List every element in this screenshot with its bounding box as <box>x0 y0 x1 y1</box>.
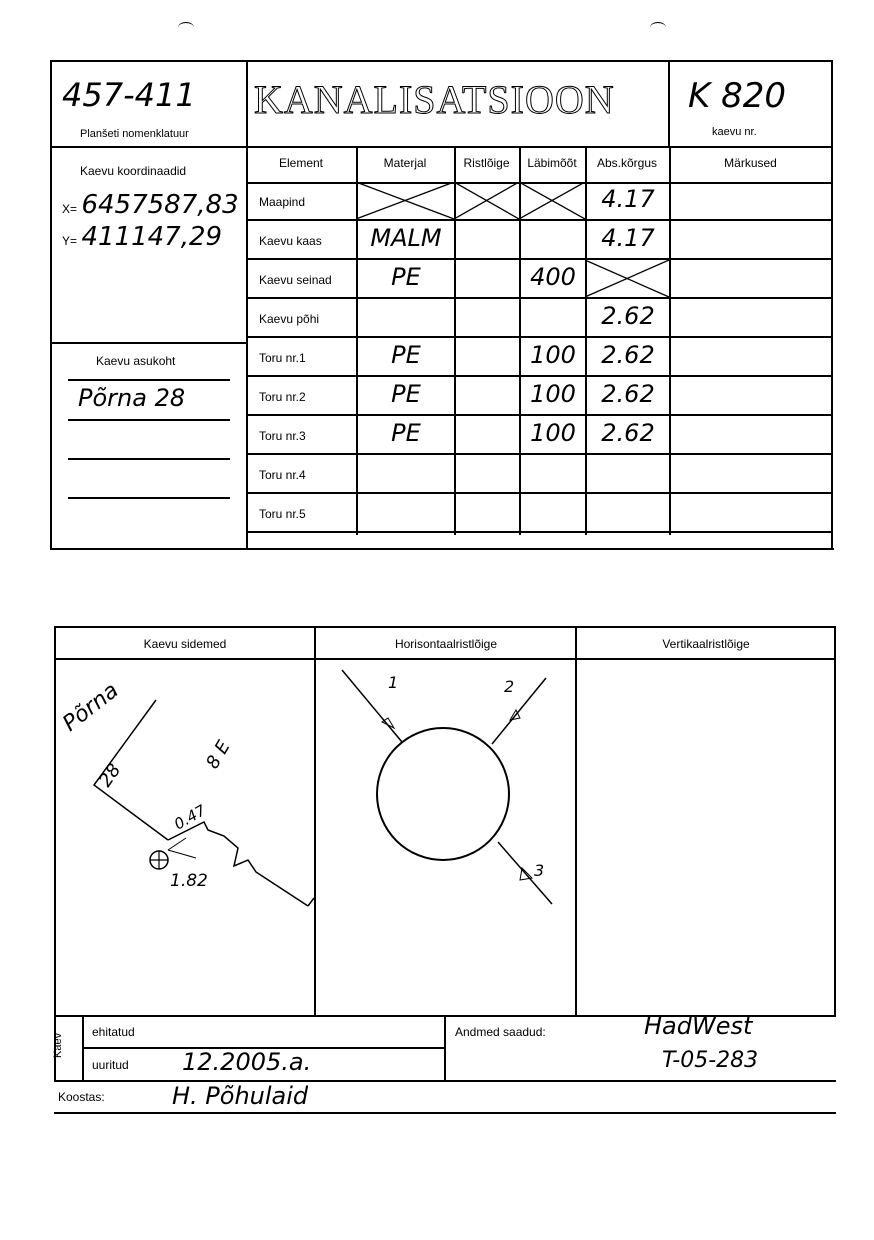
footer-side-label: Kaev <box>52 1032 64 1058</box>
table-cell-height: 4.17 <box>601 224 655 252</box>
coords-label: Kaevu koordinaadid <box>80 164 187 178</box>
na-cross-mark <box>356 182 454 219</box>
page-title: KANALISATSIOON <box>254 77 615 122</box>
ties-distance-1: 0.47 <box>171 801 209 834</box>
well-number-label: kaevu nr. <box>712 126 757 138</box>
table-cell-height: 2.62 <box>601 341 655 369</box>
table-row-label: Kaevu kaas <box>259 234 322 248</box>
na-cross-mark <box>454 182 519 219</box>
coord-x <box>62 190 239 220</box>
well-number: K 820 <box>688 76 786 116</box>
ties-street: Põrna <box>58 678 124 737</box>
data-source-value-1: HadWest <box>644 1012 753 1040</box>
table-header-5: Märkused <box>724 156 777 170</box>
horizontal-section-label: Horisontaalristlõige <box>394 637 498 651</box>
table-cell-height: 2.62 <box>601 302 655 330</box>
table-cell-height: 4.17 <box>601 185 655 213</box>
table-header-0: Element <box>278 156 324 170</box>
horizontal-section-sketch <box>316 660 574 1014</box>
sheet-number-label: Planšeti nomenklatuur <box>80 128 189 140</box>
table-cell-height: 2.62 <box>601 380 655 408</box>
table-row-label: Toru nr.5 <box>259 507 306 521</box>
ties-sketch <box>56 660 314 1014</box>
table-row-label: Toru nr.4 <box>259 468 306 482</box>
table-row-label: Toru nr.2 <box>259 390 306 404</box>
author-label: Koostas: <box>58 1090 105 1104</box>
ties-mark: 8 E <box>202 737 235 773</box>
pipe-2-label: 2 <box>504 677 515 696</box>
punch-hole-left <box>178 22 194 33</box>
sheet-number: 457-411 <box>62 76 196 114</box>
table-cell-material: PE <box>391 341 421 369</box>
location-label: Kaevu asukoht <box>96 354 176 368</box>
table-header-2: Ristlõige <box>463 156 510 170</box>
table-header-4: Abs.kõrgus <box>596 156 658 170</box>
table-row-label: Toru nr.1 <box>259 351 306 365</box>
pipe-1-label: 1 <box>388 673 399 692</box>
table-cell-material: MALM <box>370 224 442 252</box>
manhole-circle <box>377 728 509 860</box>
ties-house-number: 28 <box>94 760 126 791</box>
na-cross-mark <box>585 260 669 297</box>
surveyed-value: 12.2005.a. <box>182 1048 312 1076</box>
table-header-3: Läbimõõt <box>527 156 577 170</box>
built-label: ehitatud <box>92 1025 135 1039</box>
coord-x-value: 6457587,83 <box>81 190 239 220</box>
ties-label: Kaevu sidemed <box>143 637 227 651</box>
table-row-label: Toru nr.3 <box>259 429 306 443</box>
table-row-label: Kaevu põhi <box>259 312 320 326</box>
table-cell-material: PE <box>391 380 421 408</box>
coord-y-label: Y= <box>62 234 78 248</box>
surveyed-label: uuritud <box>92 1058 129 1072</box>
na-cross-mark <box>519 182 585 219</box>
ties-distance-2: 1.82 <box>170 871 208 891</box>
table-header-1: Materjal <box>383 156 427 170</box>
punch-hole-right <box>650 22 666 33</box>
vertical-section-label: Vertikaalristlõige <box>662 637 750 651</box>
location-value: Põrna 28 <box>78 384 186 412</box>
table-cell-diameter: 100 <box>530 419 576 447</box>
table-cell-diameter: 400 <box>530 263 576 291</box>
data-source-value-2: T-05-283 <box>662 1048 759 1073</box>
data-source-label: Andmed saadud: <box>455 1025 546 1039</box>
pipe-3-label: 3 <box>534 861 545 880</box>
table-cell-material: PE <box>391 419 421 447</box>
table-cell-diameter: 100 <box>530 341 576 369</box>
table-cell-material: PE <box>391 263 421 291</box>
coord-x-label: X= <box>62 202 78 216</box>
pipe-2-line <box>492 678 546 744</box>
table-row-label: Maapind <box>259 195 306 209</box>
table-cell-diameter: 100 <box>530 380 576 408</box>
ties-building-outline <box>168 822 308 906</box>
table-cell-height: 2.62 <box>601 419 655 447</box>
author-value: H. Põhulaid <box>172 1082 309 1110</box>
table-row-label: Kaevu seinad <box>259 273 332 287</box>
coord-y-value: 411147,29 <box>81 222 223 252</box>
coord-y <box>62 222 222 252</box>
